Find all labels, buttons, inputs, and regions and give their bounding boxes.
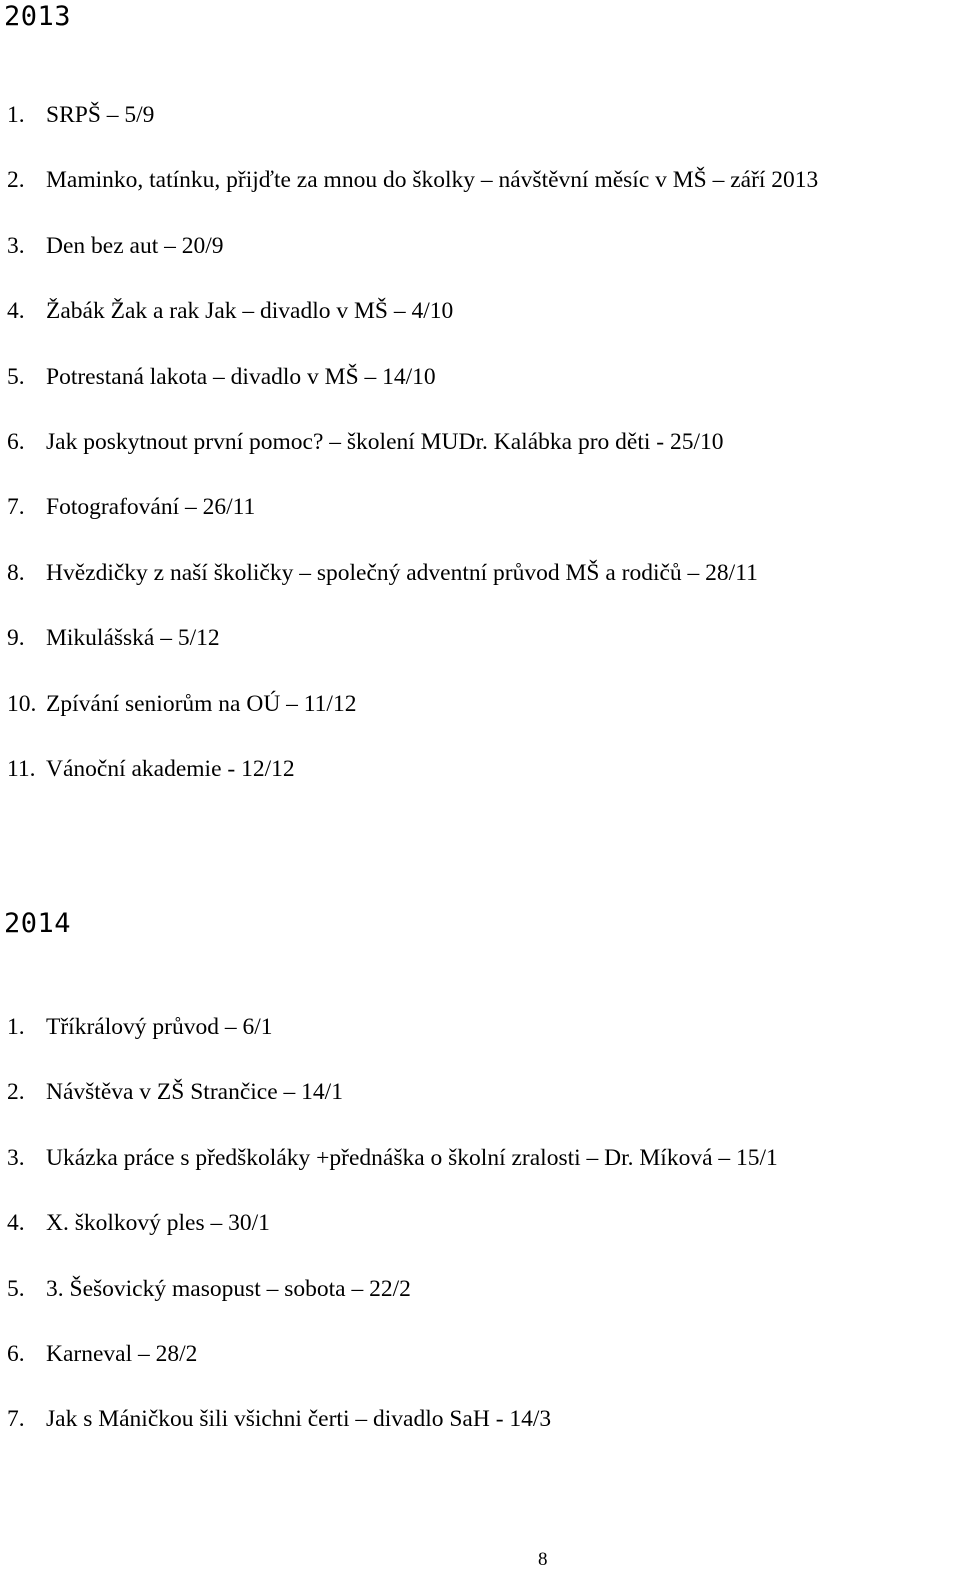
item-number: 3.: [7, 1144, 25, 1171]
item-text: SRPŠ – 5/9: [46, 102, 155, 128]
item-text: Den bez aut – 20/9: [46, 232, 224, 259]
item-text: 3. Šešovický masopust – sobota – 22/2: [46, 1275, 411, 1302]
item-number: 6.: [7, 1340, 25, 1367]
item-number: 3.: [7, 232, 25, 259]
item-text: Mikulášská – 5/12: [46, 625, 220, 652]
item-number: 2.: [7, 1079, 25, 1106]
item-text: Potrestaná lakota – divadlo v MŠ – 14/10: [46, 363, 436, 390]
item-number: 4.: [7, 298, 25, 325]
item-number: 11.: [7, 755, 36, 782]
item-number: 9.: [7, 625, 25, 652]
item-number: 7.: [7, 494, 25, 521]
item-text: Fotografování – 26/11: [46, 494, 256, 521]
item-number: 5.: [7, 1275, 25, 1302]
item-number: 4.: [7, 1210, 25, 1237]
item-text: Žabák Žak a rak Jak – divadlo v MŠ – 4/10: [46, 298, 454, 325]
item-text: Zpívání seniorům na OÚ – 11/12: [46, 690, 357, 717]
item-number: 1.: [7, 1014, 25, 1040]
year-heading-2013: 2013: [4, 1, 72, 32]
item-text: Návštěva v ZŠ Strančice – 14/1: [46, 1079, 343, 1106]
item-number: 1.: [7, 102, 25, 128]
item-text: Ukázka práce s předškoláky +přednáška o školní zralosti – Dr. Míková – 15/1: [46, 1144, 778, 1171]
item-number: 8.: [7, 559, 25, 586]
item-number: 10.: [7, 690, 37, 717]
item-text: Jak poskytnout první pomoc? – školení MUDr. Kalábka pro děti - 25/10: [46, 428, 724, 455]
item-text: X. školkový ples – 30/1: [46, 1210, 270, 1237]
year-heading-2014: 2014: [4, 908, 72, 939]
item-number: 5.: [7, 363, 25, 390]
item-number: 7.: [7, 1406, 25, 1433]
page-number: 8: [538, 1549, 548, 1570]
item-text: Vánoční akademie - 12/12: [46, 755, 295, 782]
item-text: Maminko, tatínku, přijďte za mnou do školky – návštěvní měsíc v MŠ – září 2013: [46, 167, 819, 194]
item-text: Hvězdičky z naší školičky – společný adventní průvod MŠ a rodičů – 28/11: [46, 559, 758, 586]
item-text: Karneval – 28/2: [46, 1340, 198, 1367]
item-number: 2.: [7, 167, 25, 194]
item-text: Jak s Máničkou šili všichni čerti – divadlo SaH - 14/3: [46, 1406, 552, 1433]
item-number: 6.: [7, 428, 25, 455]
item-text: Tříkrálový průvod – 6/1: [46, 1014, 273, 1040]
